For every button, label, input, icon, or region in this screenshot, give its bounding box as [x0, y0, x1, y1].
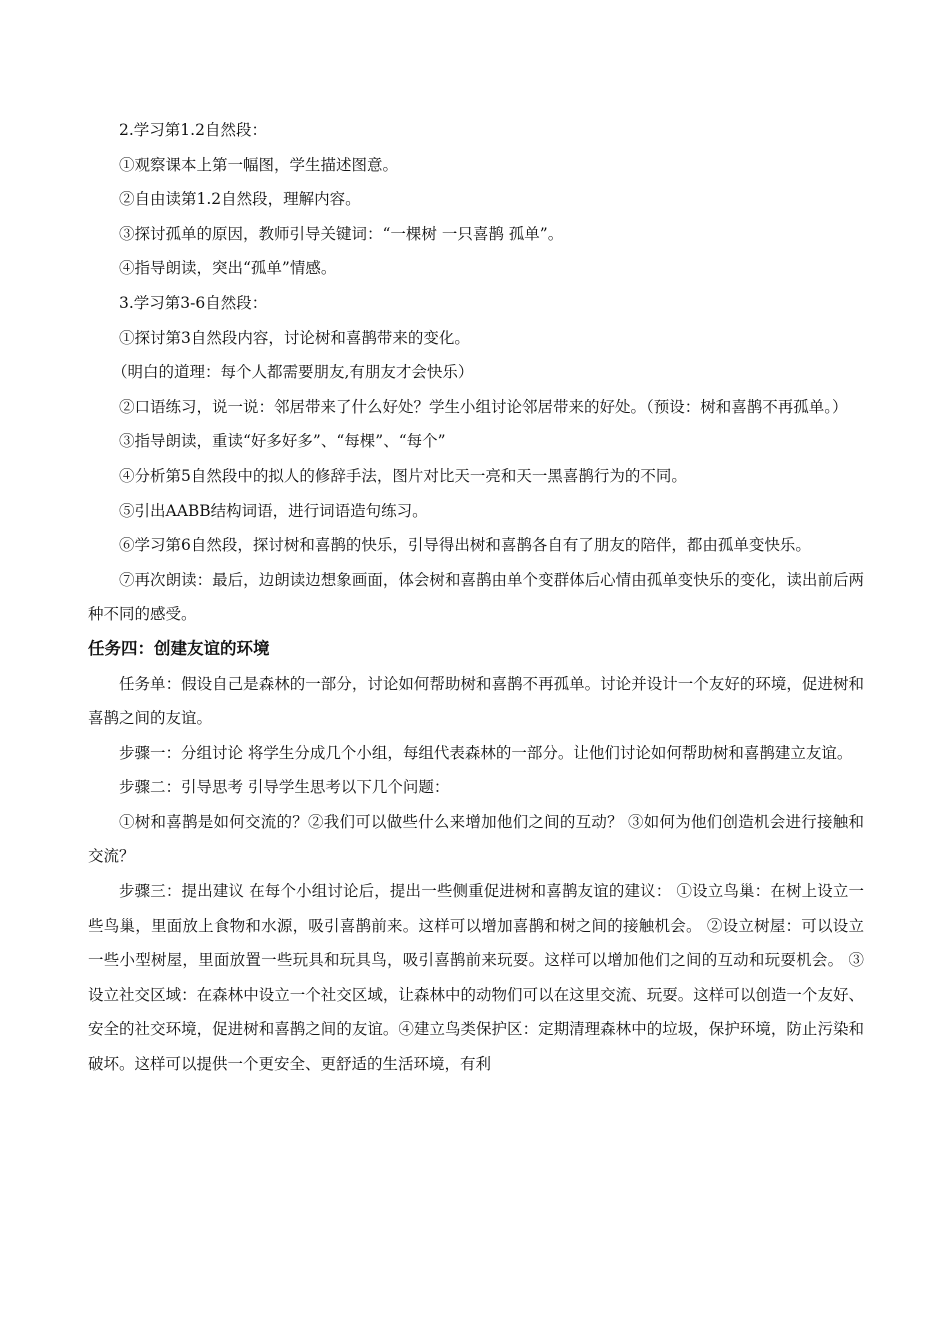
step-two-paragraph: 步骤二：引导思考 引导学生思考以下几个问题：: [119, 778, 450, 797]
step-3-heading: 3.学习第3-6自然段：: [119, 293, 268, 312]
task-sheet-paragraph: 任务单：假设自己是森林的一部分，讨论如何帮助树和喜鹊不再孤单。讨论并设计一个友好的环境，促进树和喜鹊之间的友谊。: [88, 674, 864, 728]
paragraph: ⑦再次朗读：最后，边朗读边想象画面，体会树和喜鹊由单个变群体后心情由孤单变快乐的变化，读出前后两种不同的感受。: [88, 570, 864, 624]
paragraph: ⑥学习第6自然段，探讨树和喜鹊的快乐，引导得出树和喜鹊各自有了朋友的陪伴，都由孤单变快乐。: [119, 536, 811, 555]
document-body: [88, 113, 864, 1082]
step-three-paragraph: 步骤三：提出建议 在每个小组讨论后，提出一些侧重促进树和喜鹊友谊的建议： ①设立鸟巢：在树上设立一些鸟巢，里面放上食物和水源，吸引喜鹊前来。这样可以增加喜鹊和树之间的接触机会。 ②设立树屋：可以设立一些小型树屋，里面放置一些玩具和玩具鸟，吸引喜鹊前来玩耍。这样可以增加他们之间的互动和玩耍机会。 ③ 设立社交区域：在森林中设立一个社交区域，让森林中的动物们可以在这里交流、玩耍。这样可以创造一个友好、安全的社交环境，促进树和喜鹊之间的友谊。④建立鸟类保护区：定期清理森林中的垃圾，保护环境，防止污染和破坏。这样可以提供一个更安全、更舒适的生活环境，有利: [88, 882, 864, 1074]
questions-paragraph: ①树和喜鹊是如何交流的？②我们可以做些什么来增加他们之间的互动？ ③如何为他们创造机会进行接触和交流？: [88, 812, 864, 866]
paragraph: ④分析第5自然段中的拟人的修辞手法，图片对比天一亮和天一黑喜鹊行为的不同。: [119, 466, 687, 485]
step-2-heading: 2.学习第1.2自然段：: [119, 121, 267, 139]
section-title: 任务四：创建友谊的环境: [88, 638, 270, 658]
paragraph: ①观察课本上第一幅图，学生描述图意。: [119, 155, 399, 174]
paragraph: ③指导朗读，重读“好多好多”、“每棵”、“每个”: [119, 432, 446, 451]
step-one-paragraph: 步骤一：分组讨论 将学生分成几个小组，每组代表森林的一部分。让他们讨论如何帮助树和喜鹊建立友谊。: [119, 743, 853, 762]
paragraph: ④指导朗读，突出“孤单”情感。: [119, 259, 337, 278]
paragraph: ⑤引出AABB结构词语，进行词语造句练习。: [119, 501, 428, 520]
paragraph: ①探讨第3自然段内容，讨论树和喜鹊带来的变化。: [119, 328, 470, 347]
paragraph: ②自由读第1.2自然段，理解内容。: [119, 190, 361, 209]
paragraph: ②口语练习，说一说：邻居带来了什么好处？学生小组讨论邻居带来的好处。（预设：树和喜鹊不再孤单。）: [119, 397, 848, 416]
paragraph: ③探讨孤单的原因，教师引导关键词：“一棵树 一只喜鹊 孤单”。: [119, 224, 564, 243]
paragraph: （明白的道理：每个人都需要朋友,有朋友才会快乐）: [112, 363, 474, 382]
